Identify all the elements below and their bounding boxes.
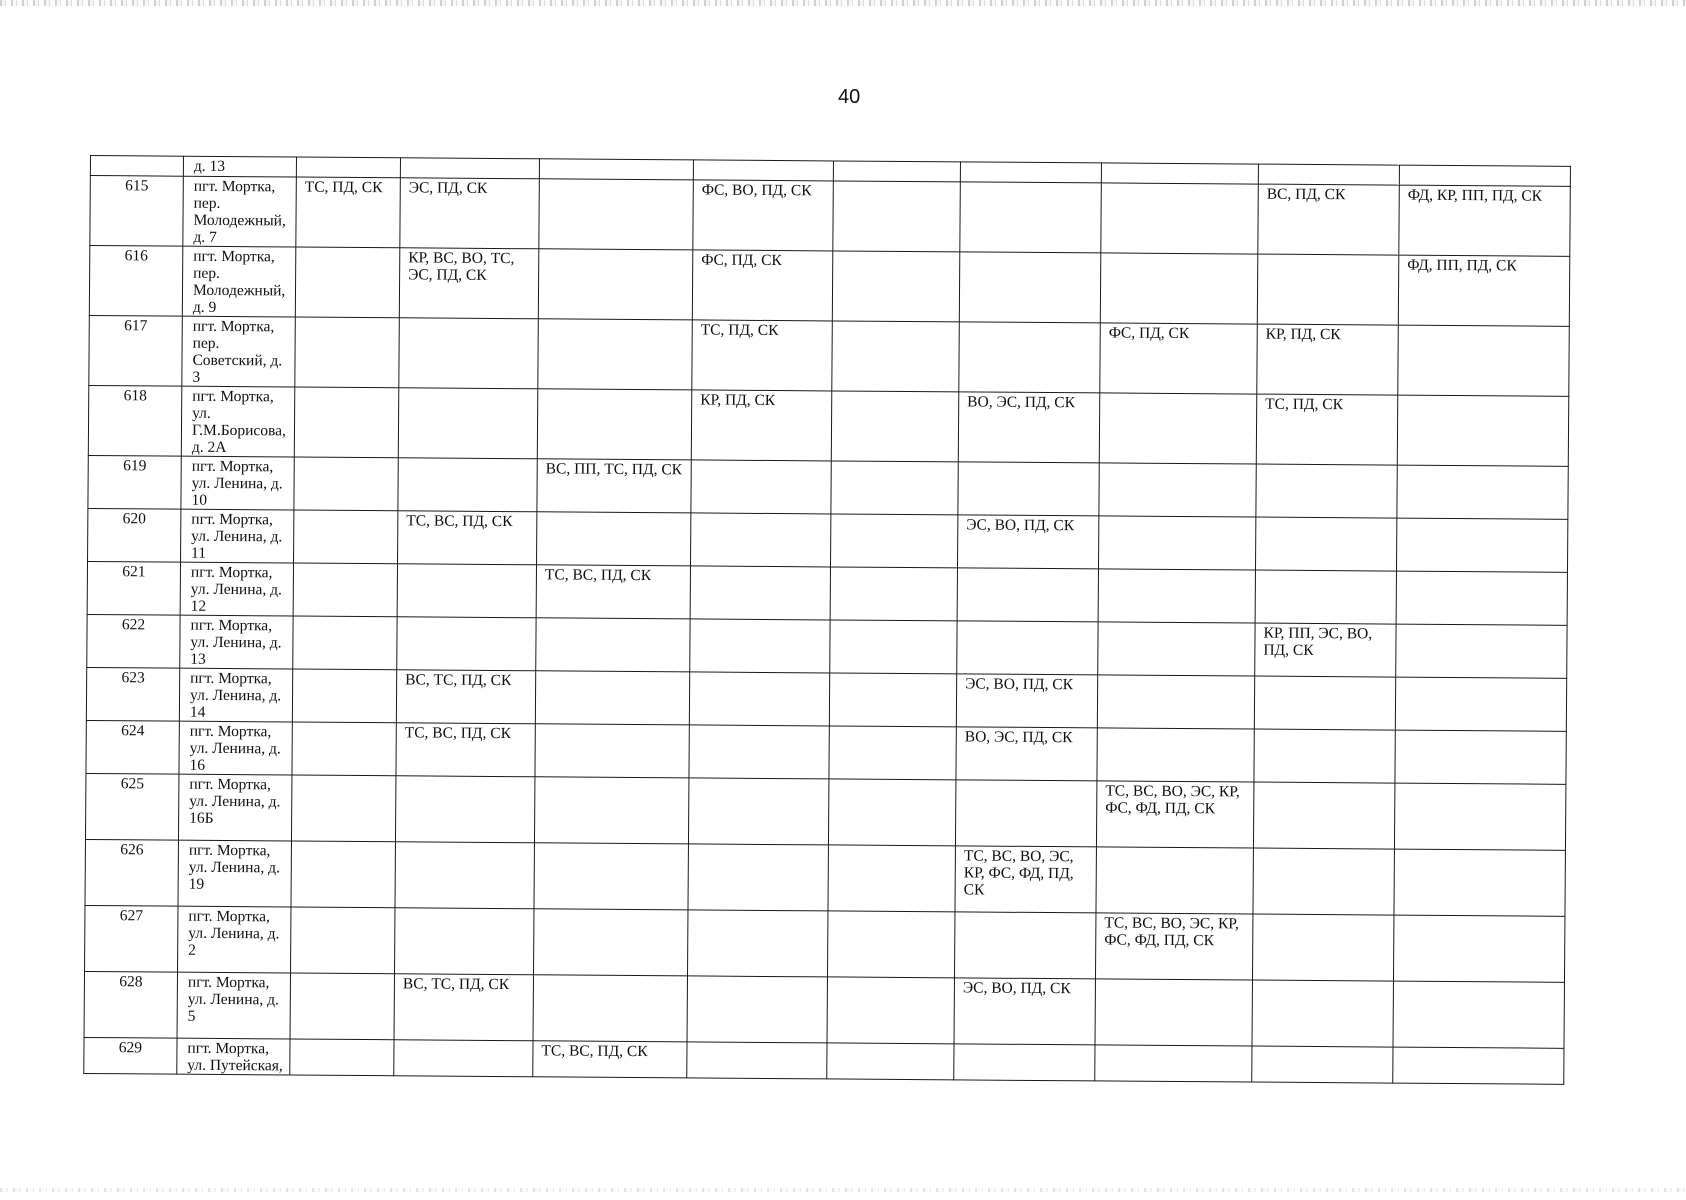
cell-service	[394, 1040, 533, 1077]
cell-service	[397, 617, 536, 671]
table-row	[85, 839, 1565, 916]
cell-service	[831, 391, 959, 462]
cell-service	[693, 160, 833, 181]
cell-service: ТС, ВС, ВО, ЭС, КР, ФС, ФД, ПД, СК	[955, 846, 1096, 913]
cell-service	[1396, 624, 1567, 678]
cell-address: пгт. Мортка, ул. Г.М.Борисова, д. 2А	[181, 386, 295, 457]
cell-service	[400, 158, 539, 179]
cell-service	[1396, 518, 1567, 572]
cell-service	[690, 619, 830, 673]
cell-service	[833, 181, 961, 252]
cell-service	[1098, 516, 1255, 570]
cell-service	[1099, 393, 1257, 464]
cell-service	[833, 161, 960, 182]
cell-address: пгт. Мортка, ул. Ленина, д. 13	[180, 615, 293, 669]
cell-service: КР, ПП, ЭС, ВО, ПД, СК	[1255, 623, 1396, 677]
cell-service	[1095, 1045, 1252, 1082]
cell-service	[1397, 465, 1568, 519]
cell-service	[292, 722, 396, 776]
cell-address: пгт. Мортка, ул. Ленина, д. 14	[179, 668, 292, 722]
cell-service: КР, ПД, СК	[691, 390, 832, 461]
cell-service	[691, 460, 831, 514]
cell-address: пгт. Мортка, ул. Ленина, д. 2	[178, 906, 291, 973]
cell-service	[1394, 849, 1565, 916]
document-table	[83, 155, 1571, 1085]
cell-address: пгт. Мортка, ул. Ленина, д. 5	[177, 972, 290, 1039]
cell-service: ЭС, ВО, ПД, СК	[954, 978, 1095, 1045]
cell-service	[827, 911, 954, 978]
cell-service	[688, 778, 828, 845]
cell-service: ФД, КР, ПП, ПД, СК	[1399, 185, 1571, 256]
cell-service: ВС, ПП, ТС, ПД, СК	[537, 459, 691, 513]
cell-service	[536, 618, 690, 672]
cell-service	[1097, 675, 1254, 729]
cell-address: пгт. Мортка, ул. Ленина, д. 10	[181, 456, 294, 510]
cell-service: ТС, ВС, ВО, ЭС, КР, ФС, ФД, ПД, СК	[1096, 781, 1253, 848]
cell-service: ВС, ТС, ПД, СК	[396, 670, 535, 724]
cell-service	[1396, 571, 1567, 625]
cell-service	[399, 318, 539, 389]
cell-number: 616	[89, 246, 183, 317]
cell-service	[687, 976, 827, 1043]
cell-service	[293, 563, 397, 617]
cell-address: пгт. Мортка, ул. Ленина, д. 11	[181, 509, 294, 563]
cell-service	[535, 671, 689, 725]
cell-service	[1394, 783, 1565, 850]
cell-service	[537, 512, 691, 566]
cell-service	[831, 461, 958, 515]
table-row	[84, 971, 1564, 1048]
cell-service	[689, 672, 829, 726]
cell-service	[957, 568, 1098, 622]
cell-address: пгт. Мортка, ул. Путейская,	[177, 1038, 290, 1075]
cell-service	[1253, 848, 1394, 915]
cell-service	[829, 673, 956, 727]
page-number: 40	[838, 86, 861, 108]
cell-service	[1395, 730, 1566, 784]
table-row	[90, 176, 1570, 257]
cell-service	[959, 252, 1101, 323]
cell-address: пгт. Мортка, пер. Советский, д. 3	[182, 316, 296, 387]
cell-service	[1253, 782, 1394, 849]
cell-service	[291, 841, 395, 908]
cell-service	[1257, 254, 1399, 325]
cell-service: ТС, ПД, СК	[296, 177, 401, 248]
cell-service	[1256, 464, 1397, 518]
cell-service	[958, 462, 1099, 516]
cell-service	[1098, 569, 1255, 623]
cell-service	[539, 159, 693, 180]
cell-service: ТС, ВС, ПД, СК	[396, 723, 535, 777]
cell-service: ВО, ЭС, ПД, СК	[956, 727, 1097, 781]
cell-service	[1393, 981, 1564, 1048]
cell-service: ЭС, ВО, ПД, СК	[956, 674, 1097, 728]
scan-edge-bottom	[0, 1188, 1686, 1192]
cell-number: 627	[85, 905, 178, 972]
cell-service	[960, 182, 1102, 253]
cell-service	[827, 1043, 954, 1080]
cell-service	[1101, 183, 1259, 254]
cell-service	[688, 844, 828, 911]
cell-service: ТС, ПД, СК	[1256, 394, 1398, 465]
table-body	[84, 156, 1571, 1085]
cell-service	[1255, 517, 1396, 571]
cell-service	[398, 388, 538, 459]
cell-number: 617	[89, 315, 183, 386]
cell-number: 620	[88, 508, 181, 562]
cell-service	[395, 842, 534, 909]
scan-edge-top	[0, 0, 1686, 6]
cell-number	[90, 156, 183, 177]
cell-service	[539, 179, 694, 250]
cell-service: ЭС, ПД, СК	[400, 178, 540, 249]
cell-service	[691, 513, 831, 567]
cell-number: 615	[90, 176, 184, 247]
table-row	[88, 385, 1568, 466]
cell-number: 618	[88, 385, 182, 456]
cell-service	[687, 910, 827, 977]
cell-service: ТС, ВС, ПД, СК	[533, 1041, 687, 1078]
cell-number: 619	[88, 455, 181, 509]
cell-service	[398, 458, 537, 512]
cell-service: КР, ПД, СК	[1257, 324, 1399, 395]
cell-service	[292, 669, 396, 723]
cell-service	[1100, 253, 1258, 324]
cell-service	[954, 1044, 1095, 1081]
cell-service	[1097, 728, 1254, 782]
cell-service	[291, 907, 395, 974]
cell-service: ФС, ПД, СК	[1100, 323, 1258, 394]
cell-service	[1255, 570, 1396, 624]
cell-number: 629	[84, 1037, 177, 1074]
cell-service	[1393, 915, 1564, 982]
cell-service	[957, 621, 1098, 675]
cell-service	[1252, 980, 1393, 1047]
cell-service	[1252, 914, 1393, 981]
cell-service: ТС, ВС, ПД, СК	[398, 511, 537, 565]
cell-service	[1098, 622, 1255, 676]
cell-service	[954, 912, 1095, 979]
cell-service	[1395, 677, 1566, 731]
cell-service: ТС, ВС, ВО, ЭС, КР, ФС, ФД, ПД, СК	[1095, 913, 1252, 980]
cell-service	[290, 1039, 394, 1076]
cell-address: д. 13	[183, 156, 296, 177]
cell-address: пгт. Мортка, пер. Молодежный, д. 7	[183, 176, 297, 247]
table-row	[85, 773, 1565, 850]
table-row	[89, 246, 1569, 327]
cell-service	[832, 321, 960, 392]
cell-service	[1252, 1046, 1393, 1083]
cell-service	[689, 725, 829, 779]
cell-service: ЭС, ВО, ПД, СК	[957, 515, 1098, 569]
cell-service	[959, 322, 1101, 393]
cell-service	[690, 566, 830, 620]
cell-service	[1099, 463, 1256, 517]
cell-number: 625	[85, 773, 178, 840]
cell-service: ТС, ПД, СК	[692, 320, 833, 391]
cell-service	[1095, 979, 1252, 1046]
cell-service	[395, 908, 534, 975]
cell-service	[534, 909, 688, 976]
cell-service	[294, 510, 398, 564]
cell-service	[828, 779, 955, 846]
cell-service	[290, 973, 394, 1040]
cell-number: 621	[87, 561, 180, 615]
cell-service	[955, 780, 1096, 847]
cell-service	[830, 620, 957, 674]
cell-service	[533, 975, 687, 1042]
cell-service	[828, 845, 955, 912]
cell-service: ВО, ЭС, ПД, СК	[958, 392, 1100, 463]
cell-service	[960, 162, 1101, 183]
cell-service	[294, 457, 398, 511]
cell-service	[1096, 847, 1253, 914]
cell-number: 628	[84, 971, 177, 1038]
cell-service	[296, 157, 400, 178]
cell-service	[534, 777, 688, 844]
cell-service: КР, ВС, ВО, ТС, ЭС, ПД, СК	[399, 248, 539, 319]
table-row	[89, 315, 1569, 396]
cell-service	[827, 977, 954, 1044]
cell-service	[397, 564, 536, 618]
cell-service: ВС, ТС, ПД, СК	[394, 974, 533, 1041]
table-row	[85, 905, 1565, 982]
cell-service	[295, 317, 400, 388]
cell-service	[832, 251, 960, 322]
cell-service	[291, 775, 395, 842]
cell-service	[687, 1042, 827, 1079]
cell-service	[1397, 395, 1569, 466]
cell-address: пгт. Мортка, ул. Ленина, д. 19	[178, 840, 291, 907]
cell-address: пгт. Мортка, ул. Ленина, д. 12	[180, 562, 293, 616]
cell-service	[537, 389, 692, 460]
cell-address: пгт. Мортка, ул. Ленина, д. 16Б	[178, 774, 291, 841]
cell-service	[1258, 164, 1399, 185]
cell-service	[534, 843, 688, 910]
cell-number: 623	[86, 667, 179, 721]
cell-service	[1254, 729, 1395, 783]
cell-service: ТС, ВС, ПД, СК	[536, 565, 690, 619]
cell-service	[1399, 165, 1570, 186]
cell-service: ФС, ПД, СК	[692, 250, 833, 321]
cell-service	[1398, 325, 1570, 396]
cell-service	[293, 616, 397, 670]
cell-service	[294, 387, 399, 458]
cell-service: ФС, ВО, ПД, СК	[693, 180, 834, 251]
cell-service	[831, 514, 958, 568]
cell-service	[395, 776, 534, 843]
cell-service	[830, 567, 957, 621]
cell-number: 622	[87, 614, 180, 668]
cell-number: 624	[86, 720, 179, 774]
cell-service	[538, 249, 693, 320]
cell-number: 626	[85, 839, 178, 906]
cell-address: пгт. Мортка, пер. Молодежный, д. 9	[182, 246, 296, 317]
cell-service	[1101, 163, 1258, 184]
cell-service	[1254, 676, 1395, 730]
cell-service: ФД, ПП, ПД, СК	[1398, 255, 1570, 326]
cell-address: пгт. Мортка, ул. Ленина, д. 16	[179, 721, 292, 775]
cell-service	[538, 319, 693, 390]
cell-service: ВС, ПД, СК	[1258, 184, 1400, 255]
cell-service	[1393, 1047, 1564, 1084]
cell-service	[535, 724, 689, 778]
document-table-wrapper	[83, 155, 1571, 1085]
cell-service	[829, 726, 956, 780]
cell-service	[295, 247, 400, 318]
